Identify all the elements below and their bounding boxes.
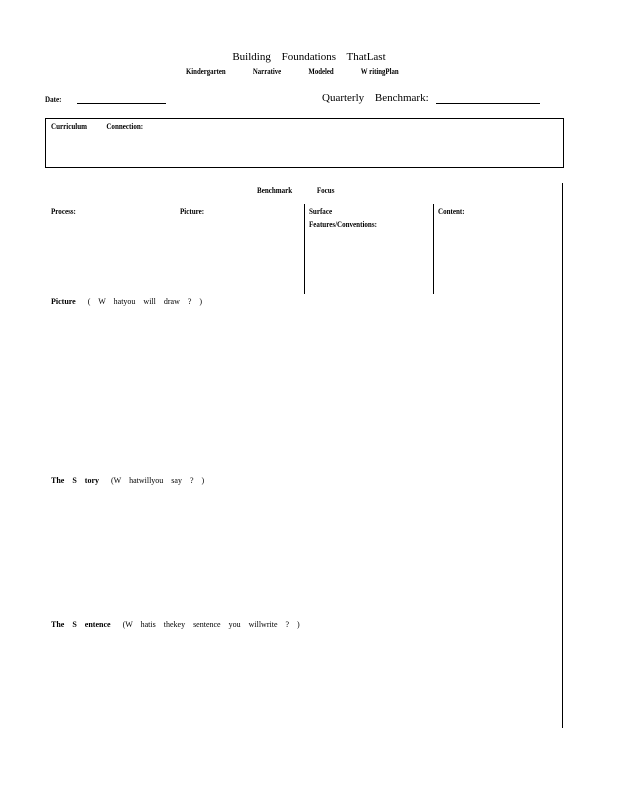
picture-column-label: Picture: [180,207,205,216]
story-writing-area[interactable] [51,490,556,615]
column-divider-1 [304,204,305,294]
surface-label-line1: Surface [309,207,333,216]
sentence-section-prompt: (W hatis thekey sentence you willwrite ? ) [122,620,300,629]
subtitle-genre: Narrative [252,67,282,76]
subtitle-mode: Modeled [308,67,334,76]
sentence-writing-area[interactable] [51,634,556,724]
quarterly-benchmark-field[interactable] [436,103,540,104]
page-subtitle [186,67,424,76]
surface-label-line2: Features/Conventions: [309,220,377,229]
date-field[interactable] [77,103,166,104]
picture-section-title: Picture [51,297,76,306]
process-label: Process: [51,207,76,216]
subtitle-grade: Kindergarten [186,67,226,76]
date-label: Date: [45,95,62,104]
curriculum-connection-box[interactable] [45,118,564,168]
sentence-section [51,620,300,629]
story-section [51,476,204,485]
form-right-border [562,183,563,728]
content-label: Content: [438,207,465,216]
sentence-section-title: The S entence [51,620,111,629]
subtitle-plan: W ritingPlan [360,67,399,76]
column-divider-2 [433,204,434,294]
story-section-prompt: (W hatwillyou say ? ) [111,476,205,485]
curriculum-connection-label: Curriculum Connection: [51,122,144,131]
picture-drawing-area[interactable] [51,310,556,470]
benchmark-focus-title: Benchmark Focus [257,186,335,195]
page-title: Building Foundations ThatLast [232,51,386,63]
story-section-title: The S tory [51,476,99,485]
picture-section [51,297,202,306]
picture-section-prompt: ( W hatyou will draw ? ) [87,297,203,306]
quarterly-benchmark-label: Quarterly Benchmark: [322,92,429,104]
